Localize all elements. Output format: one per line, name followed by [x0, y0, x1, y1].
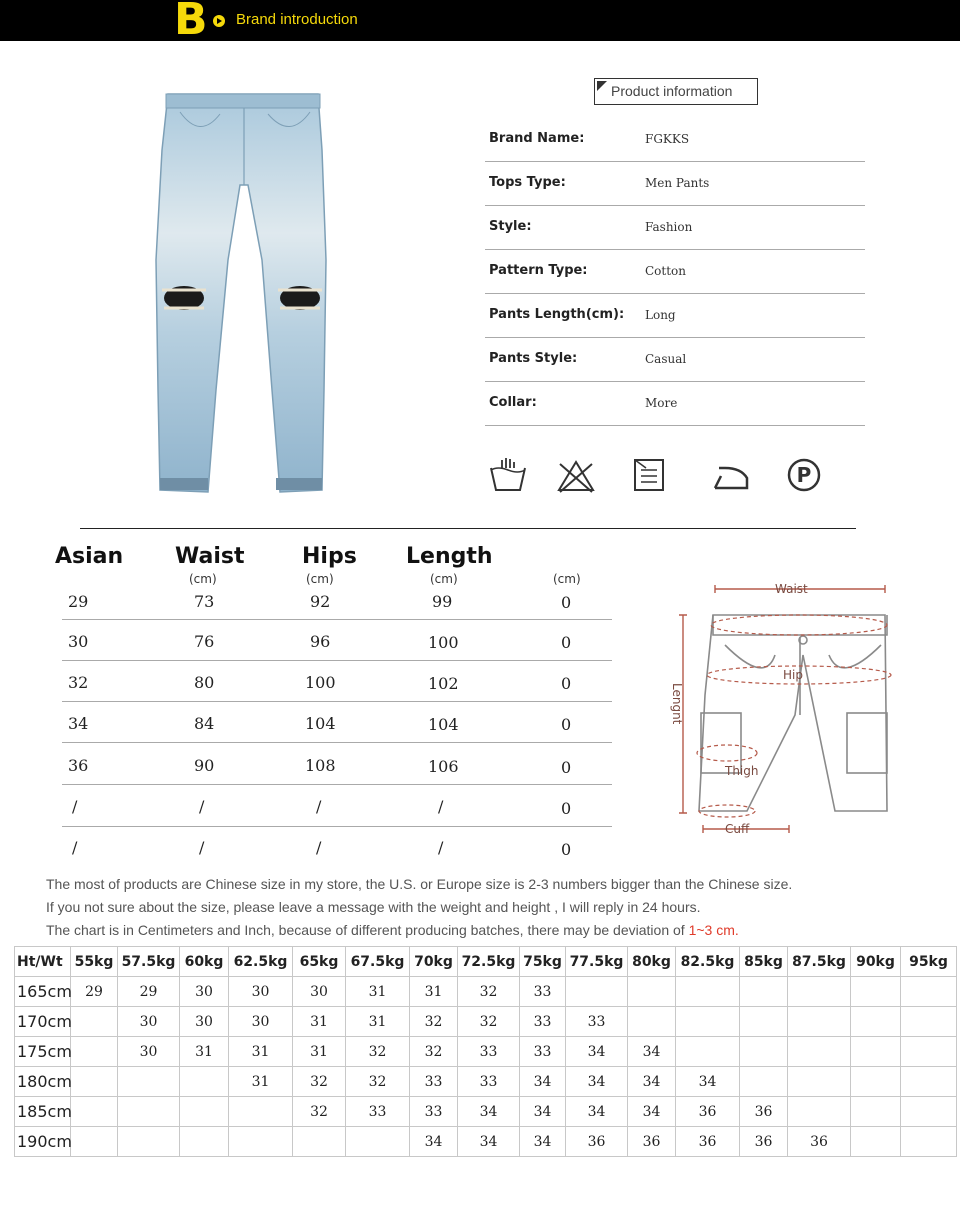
size-value: 32 [458, 1007, 520, 1037]
height-label: 190cm [15, 1127, 71, 1157]
weight-header: 75kg [520, 947, 566, 977]
size-value [901, 1037, 957, 1067]
product-info-label: Product information [611, 83, 733, 99]
height-label: 175cm [15, 1037, 71, 1067]
unit-label: (cm) [306, 572, 334, 586]
height-row [15, 1097, 957, 1127]
size-value: 34 [628, 1097, 676, 1127]
size-value: 36 [740, 1097, 788, 1127]
size-value [566, 977, 628, 1007]
size-value [740, 977, 788, 1007]
size-cell: 99 [432, 592, 453, 611]
size-value [851, 1067, 901, 1097]
size-value: 32 [410, 1037, 458, 1067]
size-cell: / [72, 838, 78, 857]
size-value [229, 1097, 293, 1127]
tumble-dry-icon [630, 456, 670, 494]
size-value: 32 [346, 1037, 410, 1067]
size-value: 30 [180, 1007, 229, 1037]
size-cell: 92 [310, 592, 331, 611]
brand-header [0, 0, 960, 45]
attr-value: FGKKS [645, 132, 690, 146]
weight-header: 55kg [71, 947, 118, 977]
size-cell: 76 [194, 632, 215, 651]
size-value: 33 [520, 977, 566, 1007]
size-value [180, 1097, 229, 1127]
weight-header: 87.5kg [788, 947, 851, 977]
size-row [62, 702, 612, 743]
iron-icon [711, 456, 751, 494]
brand-letter: B [174, 0, 208, 45]
height-label: 185cm [15, 1097, 71, 1127]
size-cell: / [438, 838, 444, 857]
size-cell: 0 [561, 799, 572, 818]
size-value: 34 [566, 1037, 628, 1067]
weight-header: 57.5kg [118, 947, 180, 977]
size-value: 36 [740, 1127, 788, 1157]
jeans-product-image [150, 90, 340, 500]
height-label: 165cm [15, 977, 71, 1007]
weight-header: 77.5kg [566, 947, 628, 977]
size-cell: 0 [561, 715, 572, 734]
size-value: 33 [410, 1067, 458, 1097]
size-value: 31 [346, 1007, 410, 1037]
brand-title: Brand introduction [236, 11, 358, 28]
attr-key: Collar: [489, 395, 537, 410]
size-cell: 34 [68, 714, 89, 733]
size-value [229, 1127, 293, 1157]
height-label: 180cm [15, 1067, 71, 1097]
svg-text:P: P [796, 463, 812, 487]
size-value [628, 1007, 676, 1037]
size-cell: / [438, 797, 444, 816]
dry-clean-icon [784, 456, 824, 494]
size-value [180, 1127, 229, 1157]
attr-value: Men Pants [645, 176, 710, 190]
size-value [676, 977, 740, 1007]
size-value: 32 [410, 1007, 458, 1037]
play-icon [213, 15, 225, 27]
size-value [676, 1007, 740, 1037]
size-value: 36 [788, 1127, 851, 1157]
size-cell: / [316, 797, 322, 816]
size-value [71, 1127, 118, 1157]
product-info-badge [594, 78, 758, 105]
size-value: 34 [520, 1127, 566, 1157]
size-value [118, 1067, 180, 1097]
attr-value: Casual [645, 352, 687, 366]
size-value: 30 [293, 977, 346, 1007]
size-value: 36 [628, 1127, 676, 1157]
size-value: 31 [410, 977, 458, 1007]
measurement-diagram [655, 565, 910, 855]
weight-header: 80kg [628, 947, 676, 977]
do-not-bleach-icon [556, 456, 596, 494]
size-value: 30 [229, 977, 293, 1007]
deviation-value: 1~3 cm. [688, 922, 739, 938]
waist-label: Waist [775, 582, 808, 596]
cuff-label: Cuff [725, 822, 750, 836]
hip-label: Hip [783, 668, 803, 682]
size-value [71, 1037, 118, 1067]
size-cell: 0 [561, 633, 572, 652]
height-label: 170cm [15, 1007, 71, 1037]
thigh-label: Thigh [725, 764, 759, 778]
size-value: 32 [346, 1067, 410, 1097]
size-cell: 100 [305, 673, 336, 692]
size-cell: / [199, 838, 205, 857]
unit-label: (cm) [189, 572, 217, 586]
attr-key: Style: [489, 219, 532, 234]
size-value: 34 [628, 1037, 676, 1067]
hand-wash-icon [488, 456, 528, 494]
size-note-3 [46, 922, 739, 938]
size-value [740, 1067, 788, 1097]
size-value [788, 977, 851, 1007]
size-value [788, 1037, 851, 1067]
col-header-waist: Waist [175, 544, 245, 569]
size-value [676, 1037, 740, 1067]
weight-header: 60kg [180, 947, 229, 977]
size-row [62, 827, 612, 868]
size-cell: / [72, 797, 78, 816]
attr-value: Fashion [645, 220, 693, 234]
weight-header: 85kg [740, 947, 788, 977]
size-value [901, 1127, 957, 1157]
size-value: 30 [118, 1037, 180, 1067]
size-value: 34 [458, 1097, 520, 1127]
attr-key: Brand Name: [489, 131, 585, 146]
size-value: 31 [293, 1037, 346, 1067]
size-value [71, 1067, 118, 1097]
size-row [62, 590, 612, 620]
col-header-length: Length [406, 544, 493, 569]
size-cell: 100 [428, 633, 459, 652]
size-value [851, 1097, 901, 1127]
size-value: 33 [346, 1097, 410, 1127]
size-value [71, 1097, 118, 1127]
size-value: 31 [346, 977, 410, 1007]
size-value [901, 977, 957, 1007]
size-value: 33 [520, 1037, 566, 1067]
length-label: Lengnt [670, 683, 684, 725]
size-cell: 0 [561, 758, 572, 777]
size-value: 29 [71, 977, 118, 1007]
size-value [740, 1037, 788, 1067]
size-cell: / [316, 838, 322, 857]
size-value: 33 [458, 1067, 520, 1097]
size-cell: 102 [428, 674, 459, 693]
size-value [180, 1067, 229, 1097]
col-header-hips: Hips [302, 544, 357, 569]
size-value: 32 [458, 977, 520, 1007]
chart-corner: Ht/Wt [15, 947, 71, 977]
size-value: 34 [520, 1097, 566, 1127]
size-value: 34 [628, 1067, 676, 1097]
size-cell: 90 [194, 756, 215, 775]
size-value: 30 [229, 1007, 293, 1037]
size-value: 31 [229, 1067, 293, 1097]
size-note-3-text: The chart is in Centimeters and Inch, because of different producing batches, there may be deviation of [46, 922, 689, 938]
size-value [788, 1007, 851, 1037]
size-value: 29 [118, 977, 180, 1007]
size-value [851, 977, 901, 1007]
size-value: 34 [676, 1067, 740, 1097]
size-cell: 104 [305, 714, 336, 733]
size-value: 31 [293, 1007, 346, 1037]
size-value: 34 [566, 1097, 628, 1127]
attr-row-collar [485, 382, 865, 426]
size-value: 32 [293, 1067, 346, 1097]
size-cell: 108 [305, 756, 336, 775]
height-row [15, 977, 957, 1007]
attr-row-tops-type [485, 162, 865, 206]
attr-value: More [645, 396, 678, 410]
size-note-2: If you not sure about the size, please leave a message with the weight and height , I will reply in 24 hours. [46, 899, 701, 915]
size-cell: 96 [310, 632, 331, 651]
attr-row-brand [485, 118, 865, 162]
size-value [118, 1127, 180, 1157]
size-value: 34 [520, 1067, 566, 1097]
weight-header: 95kg [901, 947, 957, 977]
unit-label: (cm) [430, 572, 458, 586]
badge-corner-icon [597, 81, 607, 91]
size-value: 33 [566, 1007, 628, 1037]
size-value [628, 977, 676, 1007]
size-row [62, 620, 612, 661]
size-value: 34 [410, 1127, 458, 1157]
size-value: 33 [520, 1007, 566, 1037]
size-value: 33 [410, 1097, 458, 1127]
height-row [15, 1037, 957, 1067]
size-row [62, 786, 612, 827]
height-weight-chart [14, 946, 957, 1157]
size-value: 34 [458, 1127, 520, 1157]
size-cell: 30 [68, 632, 89, 651]
size-value [851, 1037, 901, 1067]
height-row [15, 1127, 957, 1157]
size-value [788, 1097, 851, 1127]
attr-row-pants-length [485, 294, 865, 338]
size-value [740, 1007, 788, 1037]
weight-header: 82.5kg [676, 947, 740, 977]
size-value: 32 [293, 1097, 346, 1127]
size-value: 30 [180, 977, 229, 1007]
col-header-asian: Asian [55, 544, 124, 569]
size-cell: 36 [68, 756, 89, 775]
attr-row-pattern-type [485, 250, 865, 294]
weight-header: 67.5kg [346, 947, 410, 977]
size-value [788, 1067, 851, 1097]
size-row [62, 661, 612, 702]
size-cell: 84 [194, 714, 215, 733]
size-value [293, 1127, 346, 1157]
size-value [346, 1127, 410, 1157]
size-value: 30 [118, 1007, 180, 1037]
size-value [118, 1097, 180, 1127]
attr-key: Pattern Type: [489, 263, 588, 278]
attr-key: Pants Style: [489, 351, 578, 366]
attr-row-pants-style [485, 338, 865, 382]
size-cell: 0 [561, 840, 572, 859]
height-row [15, 1067, 957, 1097]
size-value: 33 [458, 1037, 520, 1067]
size-value: 36 [676, 1097, 740, 1127]
size-value: 31 [180, 1037, 229, 1067]
size-value: 36 [676, 1127, 740, 1157]
attr-key: Pants Length(cm): [489, 307, 625, 322]
unit-label: (cm) [553, 572, 581, 586]
weight-header: 65kg [293, 947, 346, 977]
size-note-1: The most of products are Chinese size in my store, the U.S. or Europe size is 2-3 numbers bigger than the Chinese size. [46, 876, 793, 892]
size-value: 31 [229, 1037, 293, 1067]
size-cell: 32 [68, 673, 89, 692]
size-cell: 0 [561, 674, 572, 693]
size-value [71, 1007, 118, 1037]
size-value: 34 [566, 1067, 628, 1097]
size-value: 36 [566, 1127, 628, 1157]
size-value [901, 1097, 957, 1127]
weight-header-row [15, 947, 957, 977]
size-cell: 73 [194, 592, 215, 611]
attr-key: Tops Type: [489, 175, 566, 190]
height-row [15, 1007, 957, 1037]
section-divider [80, 528, 856, 529]
size-row [62, 744, 612, 785]
size-cell: 104 [428, 715, 459, 734]
size-cell: / [199, 797, 205, 816]
size-value [901, 1007, 957, 1037]
size-value [851, 1127, 901, 1157]
size-cell: 80 [194, 673, 215, 692]
attr-row-style [485, 206, 865, 250]
size-value [901, 1067, 957, 1097]
size-cell: 0 [561, 593, 572, 612]
weight-header: 90kg [851, 947, 901, 977]
weight-header: 70kg [410, 947, 458, 977]
size-cell: 106 [428, 757, 459, 776]
size-value [851, 1007, 901, 1037]
weight-header: 62.5kg [229, 947, 293, 977]
attr-value: Long [645, 308, 676, 322]
size-cell: 29 [68, 592, 89, 611]
attr-value: Cotton [645, 264, 687, 278]
weight-header: 72.5kg [458, 947, 520, 977]
